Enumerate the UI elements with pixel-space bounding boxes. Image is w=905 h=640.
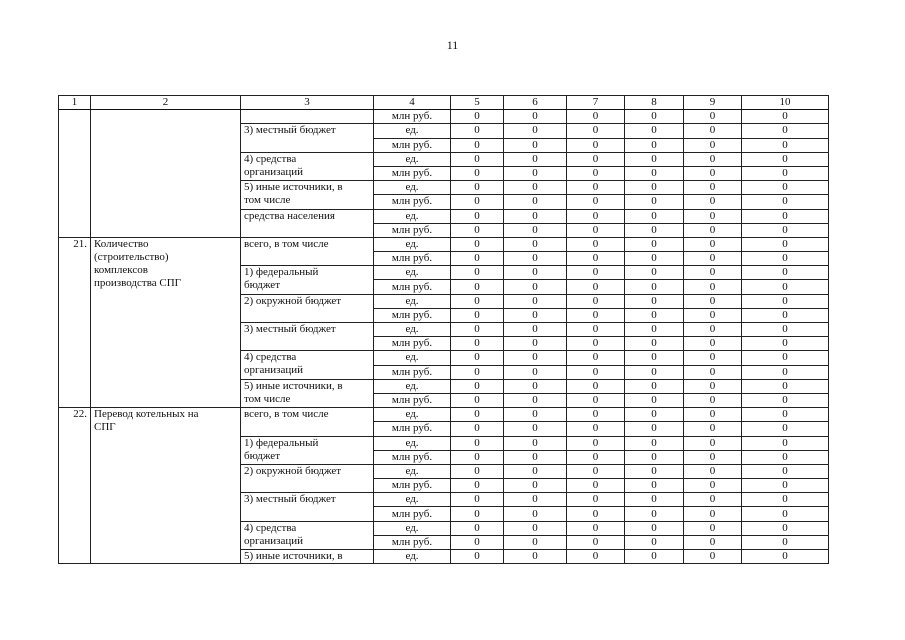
value-cell: 0 xyxy=(684,436,742,450)
value-cell: 0 xyxy=(567,110,625,124)
value-cell: 0 xyxy=(451,152,504,166)
value-cell: 0 xyxy=(625,280,684,294)
value-cell: 0 xyxy=(684,393,742,407)
value-cell: 0 xyxy=(625,479,684,493)
value-cell: 0 xyxy=(504,507,567,521)
value-cell: 0 xyxy=(567,408,625,422)
value-cell: 0 xyxy=(567,521,625,535)
value-cell: 0 xyxy=(684,166,742,180)
funding-source-line: 3) местный бюджет xyxy=(244,323,336,335)
value-cell: 0 xyxy=(567,351,625,365)
funding-source xyxy=(241,351,374,379)
value-cell: 0 xyxy=(684,181,742,195)
value-cell: 0 xyxy=(625,535,684,549)
value-cell: 0 xyxy=(684,308,742,322)
funding-source-line: 2) окружной бюджет xyxy=(244,464,342,477)
value-cell: 0 xyxy=(684,195,742,209)
value-cell: 0 xyxy=(504,110,567,124)
value-cell: 0 xyxy=(684,138,742,152)
value-cell: 0 xyxy=(451,535,504,549)
unit-cell: ед. xyxy=(374,124,451,138)
value-cell: 0 xyxy=(451,464,504,478)
funding-source-line: 2) окружной бюджет xyxy=(244,294,342,307)
value-cell: 0 xyxy=(451,550,504,564)
value-cell: 0 xyxy=(451,436,504,450)
value-cell: 0 xyxy=(451,280,504,294)
value-cell: 0 xyxy=(567,266,625,280)
value-cell: 0 xyxy=(451,323,504,337)
value-cell: 0 xyxy=(625,152,684,166)
value-cell: 0 xyxy=(451,237,504,251)
value-cell: 0 xyxy=(451,379,504,393)
unit-cell: млн руб. xyxy=(374,223,451,237)
value-cell: 0 xyxy=(684,422,742,436)
value-cell: 0 xyxy=(567,365,625,379)
funding-source-line: 4) средства xyxy=(244,351,297,364)
value-cell: 0 xyxy=(504,422,567,436)
value-cell: 0 xyxy=(625,124,684,138)
value-cell: 0 xyxy=(504,365,567,379)
unit-cell: млн руб. xyxy=(374,110,451,124)
unit-cell: млн руб. xyxy=(374,479,451,493)
value-cell: 0 xyxy=(625,493,684,507)
value-cell: 0 xyxy=(567,493,625,507)
value-cell: 0 xyxy=(567,550,625,564)
funding-source xyxy=(241,464,374,492)
value-cell: 0 xyxy=(625,521,684,535)
value-cell: 0 xyxy=(504,280,567,294)
value-cell: 0 xyxy=(684,550,742,564)
funding-source xyxy=(241,408,374,436)
value-cell: 0 xyxy=(567,138,625,152)
value-cell: 0 xyxy=(451,181,504,195)
value-cell: 0 xyxy=(451,266,504,280)
value-cell: 0 xyxy=(625,266,684,280)
value-cell: 0 xyxy=(684,337,742,351)
value-cell: 0 xyxy=(625,351,684,365)
value-cell: 0 xyxy=(504,351,567,365)
funding-source-line: том числе xyxy=(244,194,291,207)
value-cell: 0 xyxy=(451,223,504,237)
value-cell: 0 xyxy=(625,464,684,478)
value-cell: 0 xyxy=(625,365,684,379)
item-name xyxy=(91,110,241,238)
value-cell: 0 xyxy=(504,535,567,549)
value-cell: 0 xyxy=(684,266,742,280)
value-cell: 0 xyxy=(567,507,625,521)
funding-source-line: всего, в том числе xyxy=(244,408,329,421)
item-number xyxy=(59,110,91,238)
unit-cell: ед. xyxy=(374,408,451,422)
value-cell: 0 xyxy=(684,152,742,166)
header-cell: 7 xyxy=(567,96,625,110)
item-name xyxy=(91,237,241,407)
value-cell: 0 xyxy=(625,507,684,521)
funding-source-line: бюджет xyxy=(244,449,280,462)
value-cell: 0 xyxy=(742,195,829,209)
value-cell: 0 xyxy=(742,351,829,365)
value-cell: 0 xyxy=(684,464,742,478)
value-cell: 0 xyxy=(742,436,829,450)
value-cell: 0 xyxy=(625,379,684,393)
value-cell: 0 xyxy=(684,450,742,464)
value-cell: 0 xyxy=(567,181,625,195)
value-cell: 0 xyxy=(567,379,625,393)
unit-cell: ед. xyxy=(374,464,451,478)
unit-cell: млн руб. xyxy=(374,195,451,209)
unit-cell: ед. xyxy=(374,351,451,365)
value-cell: 0 xyxy=(504,223,567,237)
funding-source-line: 3) местный бюджет xyxy=(244,493,336,506)
unit-cell: ед. xyxy=(374,152,451,166)
item-name-line: СПГ xyxy=(94,421,116,434)
header-cell: 2 xyxy=(91,96,241,110)
funding-source xyxy=(241,110,374,124)
value-cell: 0 xyxy=(451,138,504,152)
value-cell: 0 xyxy=(625,308,684,322)
value-cell: 0 xyxy=(504,550,567,564)
value-cell: 0 xyxy=(504,237,567,251)
value-cell: 0 xyxy=(451,351,504,365)
value-cell: 0 xyxy=(567,195,625,209)
value-cell: 0 xyxy=(504,152,567,166)
funding-source xyxy=(241,266,374,294)
funding-source xyxy=(241,436,374,464)
table-row xyxy=(59,110,829,124)
header-cell: 3 xyxy=(241,96,374,110)
value-cell: 0 xyxy=(451,337,504,351)
value-cell: 0 xyxy=(504,408,567,422)
unit-cell: млн руб. xyxy=(374,252,451,266)
item-number: 22. xyxy=(59,408,91,564)
funding-source-line: средства населения xyxy=(244,209,335,222)
value-cell: 0 xyxy=(504,479,567,493)
value-cell: 0 xyxy=(625,408,684,422)
value-cell: 0 xyxy=(451,408,504,422)
item-name-line: (строительство) xyxy=(94,250,169,263)
value-cell: 0 xyxy=(742,138,829,152)
unit-cell: млн руб. xyxy=(374,138,451,152)
value-cell: 0 xyxy=(742,422,829,436)
value-cell: 0 xyxy=(684,521,742,535)
value-cell: 0 xyxy=(625,252,684,266)
value-cell: 0 xyxy=(742,110,829,124)
unit-cell: ед. xyxy=(374,209,451,223)
value-cell: 0 xyxy=(451,365,504,379)
header-cell: 4 xyxy=(374,96,451,110)
value-cell: 0 xyxy=(504,450,567,464)
value-cell: 0 xyxy=(504,294,567,308)
value-cell: 0 xyxy=(625,436,684,450)
unit-cell: ед. xyxy=(374,266,451,280)
funding-source-line: 1) федеральный xyxy=(244,266,319,279)
value-cell: 0 xyxy=(742,223,829,237)
value-cell: 0 xyxy=(451,450,504,464)
value-cell: 0 xyxy=(567,252,625,266)
unit-cell: ед. xyxy=(374,323,451,337)
unit-cell: ед. xyxy=(374,521,451,535)
value-cell: 0 xyxy=(625,181,684,195)
funding-source-line: 1) федеральный xyxy=(244,436,319,449)
funding-source xyxy=(241,209,374,237)
unit-cell: млн руб. xyxy=(374,450,451,464)
value-cell: 0 xyxy=(625,166,684,180)
unit-cell: млн руб. xyxy=(374,422,451,436)
value-cell: 0 xyxy=(625,550,684,564)
value-cell: 0 xyxy=(742,493,829,507)
header-cell: 5 xyxy=(451,96,504,110)
value-cell: 0 xyxy=(742,521,829,535)
funding-source xyxy=(241,181,374,209)
funding-source-line: 3) местный бюджет xyxy=(244,124,336,137)
funding-source xyxy=(241,323,374,351)
item-name-line: Количество xyxy=(94,237,149,250)
value-cell: 0 xyxy=(567,323,625,337)
value-cell: 0 xyxy=(684,209,742,223)
value-cell: 0 xyxy=(742,252,829,266)
value-cell: 0 xyxy=(567,280,625,294)
value-cell: 0 xyxy=(567,479,625,493)
value-cell: 0 xyxy=(625,323,684,337)
value-cell: 0 xyxy=(625,209,684,223)
value-cell: 0 xyxy=(567,464,625,478)
value-cell: 0 xyxy=(451,479,504,493)
value-cell: 0 xyxy=(742,209,829,223)
value-cell: 0 xyxy=(742,507,829,521)
funding-source xyxy=(241,550,374,564)
value-cell: 0 xyxy=(742,323,829,337)
unit-cell: млн руб. xyxy=(374,337,451,351)
header-cell: 8 xyxy=(625,96,684,110)
value-cell: 0 xyxy=(451,521,504,535)
value-cell: 0 xyxy=(625,294,684,308)
funding-source xyxy=(241,152,374,180)
value-cell: 0 xyxy=(684,507,742,521)
value-cell: 0 xyxy=(742,266,829,280)
value-cell: 0 xyxy=(451,209,504,223)
unit-cell: млн руб. xyxy=(374,507,451,521)
table-row xyxy=(59,237,829,251)
value-cell: 0 xyxy=(742,237,829,251)
value-cell: 0 xyxy=(451,393,504,407)
unit-cell: ед. xyxy=(374,294,451,308)
value-cell: 0 xyxy=(567,152,625,166)
value-cell: 0 xyxy=(567,450,625,464)
unit-cell: ед. xyxy=(374,379,451,393)
header-row xyxy=(59,96,829,110)
value-cell: 0 xyxy=(684,280,742,294)
value-cell: 0 xyxy=(504,266,567,280)
value-cell: 0 xyxy=(567,237,625,251)
unit-cell: млн руб. xyxy=(374,393,451,407)
item-name xyxy=(91,408,241,564)
value-cell: 0 xyxy=(742,408,829,422)
funding-source xyxy=(241,294,374,322)
value-cell: 0 xyxy=(567,166,625,180)
value-cell: 0 xyxy=(742,294,829,308)
report-body xyxy=(59,110,829,564)
funding-source-line: 4) средства xyxy=(244,152,297,165)
value-cell: 0 xyxy=(567,124,625,138)
value-cell: 0 xyxy=(451,252,504,266)
funding-source xyxy=(241,124,374,152)
value-cell: 0 xyxy=(504,308,567,322)
value-cell: 0 xyxy=(504,337,567,351)
funding-source xyxy=(241,493,374,521)
value-cell: 0 xyxy=(684,408,742,422)
value-cell: 0 xyxy=(504,209,567,223)
value-cell: 0 xyxy=(742,308,829,322)
value-cell: 0 xyxy=(451,110,504,124)
value-cell: 0 xyxy=(451,493,504,507)
value-cell: 0 xyxy=(504,436,567,450)
funding-source xyxy=(241,521,374,549)
value-cell: 0 xyxy=(684,237,742,251)
page-number: 11 xyxy=(446,38,459,52)
funding-source-line: организаций xyxy=(244,165,304,178)
value-cell: 0 xyxy=(451,166,504,180)
item-name-line: Перевод котельных на xyxy=(94,408,199,421)
value-cell: 0 xyxy=(625,195,684,209)
value-cell: 0 xyxy=(567,393,625,407)
value-cell: 0 xyxy=(625,393,684,407)
value-cell: 0 xyxy=(684,379,742,393)
value-cell: 0 xyxy=(504,195,567,209)
value-cell: 0 xyxy=(567,223,625,237)
value-cell: 0 xyxy=(625,237,684,251)
value-cell: 0 xyxy=(625,422,684,436)
header-cell: 9 xyxy=(684,96,742,110)
value-cell: 0 xyxy=(504,393,567,407)
value-cell: 0 xyxy=(504,252,567,266)
funding-source-line: 5) иные источники, в xyxy=(244,550,343,562)
value-cell: 0 xyxy=(567,308,625,322)
value-cell: 0 xyxy=(684,223,742,237)
value-cell: 0 xyxy=(625,110,684,124)
unit-cell: млн руб. xyxy=(374,308,451,322)
report-table xyxy=(58,95,829,564)
funding-source-line: том числе xyxy=(244,392,291,405)
value-cell: 0 xyxy=(684,351,742,365)
value-cell: 0 xyxy=(567,535,625,549)
unit-cell: млн руб. xyxy=(374,535,451,549)
value-cell: 0 xyxy=(742,450,829,464)
value-cell: 0 xyxy=(742,365,829,379)
funding-source-line: 5) иные источники, в xyxy=(244,181,343,194)
value-cell: 0 xyxy=(567,436,625,450)
value-cell: 0 xyxy=(742,535,829,549)
value-cell: 0 xyxy=(742,166,829,180)
value-cell: 0 xyxy=(684,535,742,549)
value-cell: 0 xyxy=(504,521,567,535)
unit-cell: млн руб. xyxy=(374,365,451,379)
header-cell: 6 xyxy=(504,96,567,110)
unit-cell: ед. xyxy=(374,181,451,195)
value-cell: 0 xyxy=(684,124,742,138)
header-cell: 1 xyxy=(59,96,91,110)
value-cell: 0 xyxy=(504,124,567,138)
value-cell: 0 xyxy=(742,379,829,393)
value-cell: 0 xyxy=(451,308,504,322)
funding-source xyxy=(241,379,374,407)
item-name-line: производства СПГ xyxy=(94,276,182,289)
funding-source-line: бюджет xyxy=(244,279,280,292)
value-cell: 0 xyxy=(742,152,829,166)
value-cell: 0 xyxy=(567,209,625,223)
value-cell: 0 xyxy=(504,166,567,180)
value-cell: 0 xyxy=(742,393,829,407)
value-cell: 0 xyxy=(451,507,504,521)
value-cell: 0 xyxy=(451,124,504,138)
value-cell: 0 xyxy=(504,379,567,393)
funding-source-line: всего, в том числе xyxy=(244,237,329,250)
value-cell: 0 xyxy=(742,479,829,493)
value-cell: 0 xyxy=(625,138,684,152)
value-cell: 0 xyxy=(684,323,742,337)
value-cell: 0 xyxy=(742,181,829,195)
value-cell: 0 xyxy=(504,138,567,152)
funding-source-line: организаций xyxy=(244,364,304,377)
value-cell: 0 xyxy=(742,337,829,351)
value-cell: 0 xyxy=(742,124,829,138)
value-cell: 0 xyxy=(504,323,567,337)
funding-source-line: 5) иные источники, в xyxy=(244,379,343,392)
table-row xyxy=(59,408,829,422)
unit-cell: ед. xyxy=(374,237,451,251)
value-cell: 0 xyxy=(625,450,684,464)
value-cell: 0 xyxy=(451,294,504,308)
value-cell: 0 xyxy=(451,195,504,209)
item-name-line: комплексов xyxy=(94,263,148,276)
value-cell: 0 xyxy=(684,294,742,308)
value-cell: 0 xyxy=(684,252,742,266)
value-cell: 0 xyxy=(451,422,504,436)
value-cell: 0 xyxy=(567,337,625,351)
value-cell: 0 xyxy=(625,337,684,351)
funding-source-line: 4) средства xyxy=(244,521,297,534)
value-cell: 0 xyxy=(742,464,829,478)
unit-cell: ед. xyxy=(374,550,451,564)
value-cell: 0 xyxy=(504,493,567,507)
item-number: 21. xyxy=(59,237,91,407)
funding-source-line: организаций xyxy=(244,534,304,547)
value-cell: 0 xyxy=(684,110,742,124)
unit-cell: млн руб. xyxy=(374,166,451,180)
unit-cell: ед. xyxy=(374,493,451,507)
unit-cell: млн руб. xyxy=(374,280,451,294)
value-cell: 0 xyxy=(684,365,742,379)
value-cell: 0 xyxy=(625,223,684,237)
unit-cell: ед. xyxy=(374,436,451,450)
header-cell: 10 xyxy=(742,96,829,110)
value-cell: 0 xyxy=(684,479,742,493)
value-cell: 0 xyxy=(567,294,625,308)
funding-source xyxy=(241,237,374,265)
value-cell: 0 xyxy=(742,280,829,294)
value-cell: 0 xyxy=(742,550,829,564)
value-cell: 0 xyxy=(504,181,567,195)
value-cell: 0 xyxy=(684,493,742,507)
value-cell: 0 xyxy=(504,464,567,478)
value-cell: 0 xyxy=(567,422,625,436)
